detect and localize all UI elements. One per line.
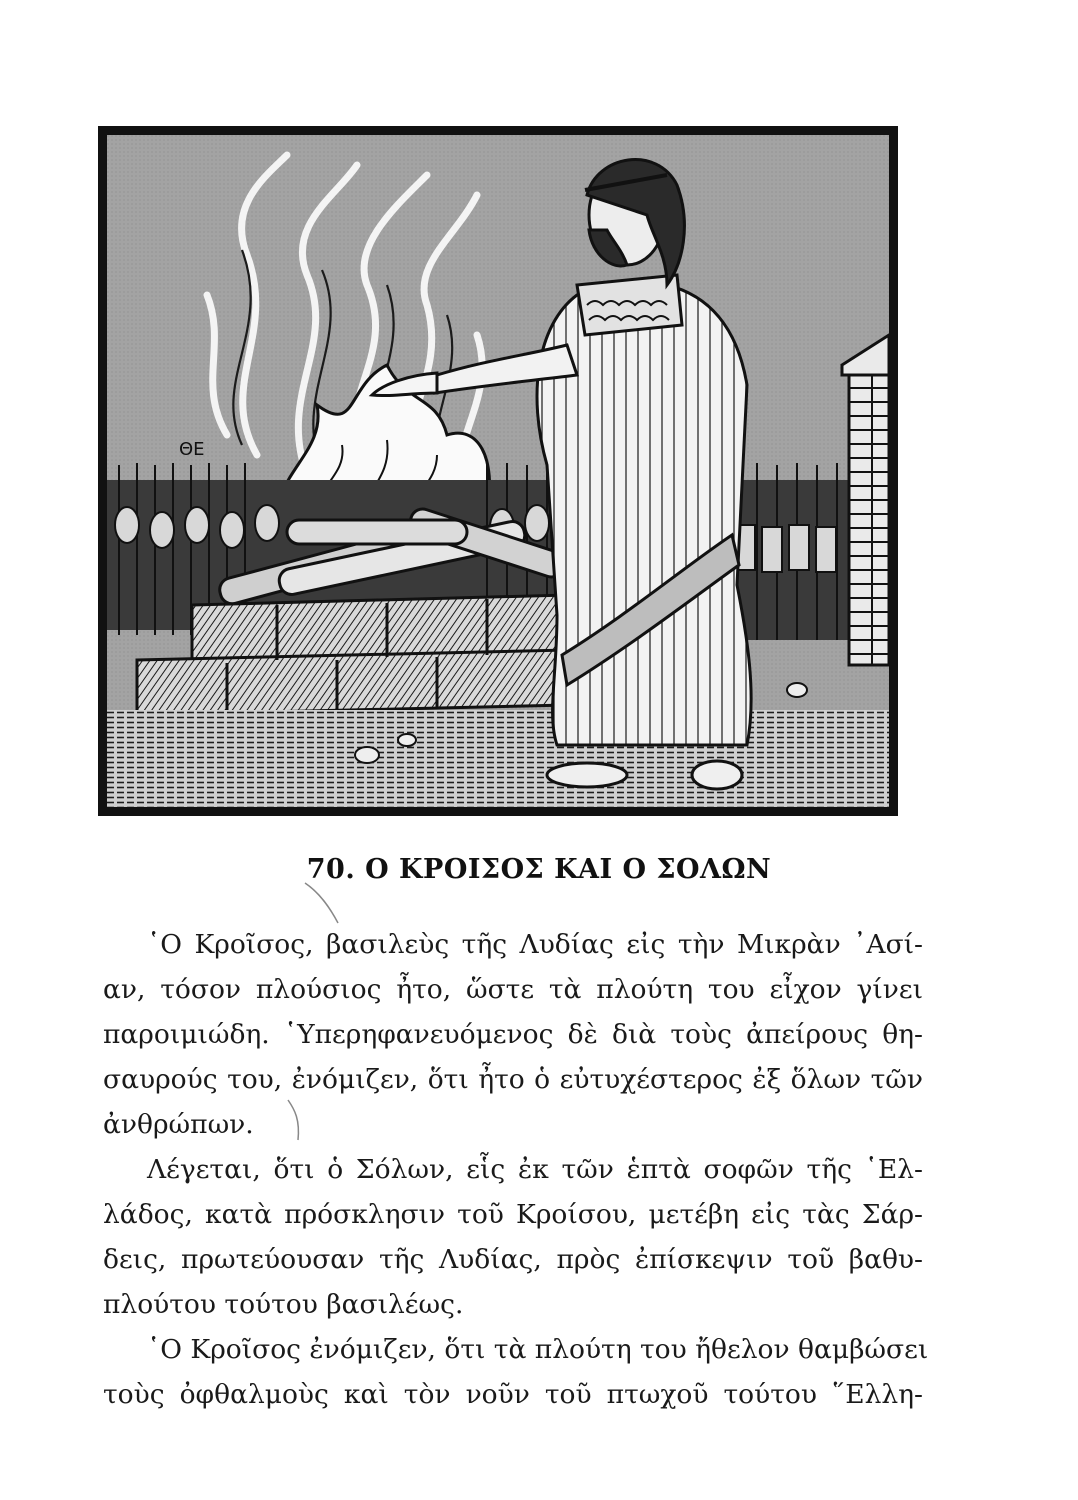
ground	[107, 710, 889, 807]
body-text	[103, 922, 929, 1417]
text-line: Λέγεται, ὅτι ὁ Σόλων, εἷς ἐκ τῶν ἑπτὰ σοφῶν τῆς ῾Ελ-	[147, 1154, 923, 1185]
croesus-pyre-drawing	[107, 135, 889, 807]
woodcut-illustration	[98, 126, 898, 816]
text-line: δεις, πρωτεύουσαν τῆς Λυδίας, πρὸς ἐπίσκεψιν τοῦ βαθυ-	[103, 1244, 923, 1275]
text-line: ἀνθρώπων.	[103, 1109, 254, 1140]
text-line: ῾Ο Κροῖσος, βασιλεὺς τῆς Λυδίας εἰς τὴν Μικρὰν ᾿Ασί-	[147, 929, 923, 960]
text-line: τοὺς ὀφθαλμοὺς καὶ τὸν νοῦν τοῦ πτωχοῦ τούτου ῞Ελλη-	[103, 1379, 923, 1410]
pencil-mark	[280, 1095, 310, 1145]
soldiers-right	[727, 463, 852, 640]
brick-tower	[842, 335, 889, 665]
pencil-mark	[300, 878, 350, 928]
text-line: ῾Ο Κροῖσος ἐνόμιζεν, ὅτι τὰ πλούτη του ἤθελον θαμβώσει	[147, 1334, 929, 1365]
stone-platform	[137, 595, 567, 715]
fire-inscription: ΘΕ	[179, 439, 205, 460]
text-line: αν, τόσον πλούσιος ἦτο, ὥστε τὰ πλούτη του εἶχον γίνει	[103, 974, 923, 1005]
text-line: λάδος, κατὰ πρόσκλησιν τοῦ Κροίσου, μετέβη εἰς τὰς Σάρ-	[103, 1199, 923, 1230]
text-line: σαυρούς του, ἐνόμιζεν, ὅτι ἦτο ὁ εὐτυχέστερος ἐξ ὅλων τῶν	[103, 1064, 923, 1095]
text-line: πλούτου τούτου βασιλέως.	[103, 1289, 464, 1320]
chapter-title: 70. Ο ΚΡΟΙΣΟΣ ΚΑΙ Ο ΣΟΛΩΝ	[306, 854, 772, 885]
text-line: παροιμιώδη. ῾Υπερηφανευόμενος δὲ διὰ τοὺς ἀπείρους θη-	[103, 1019, 923, 1050]
